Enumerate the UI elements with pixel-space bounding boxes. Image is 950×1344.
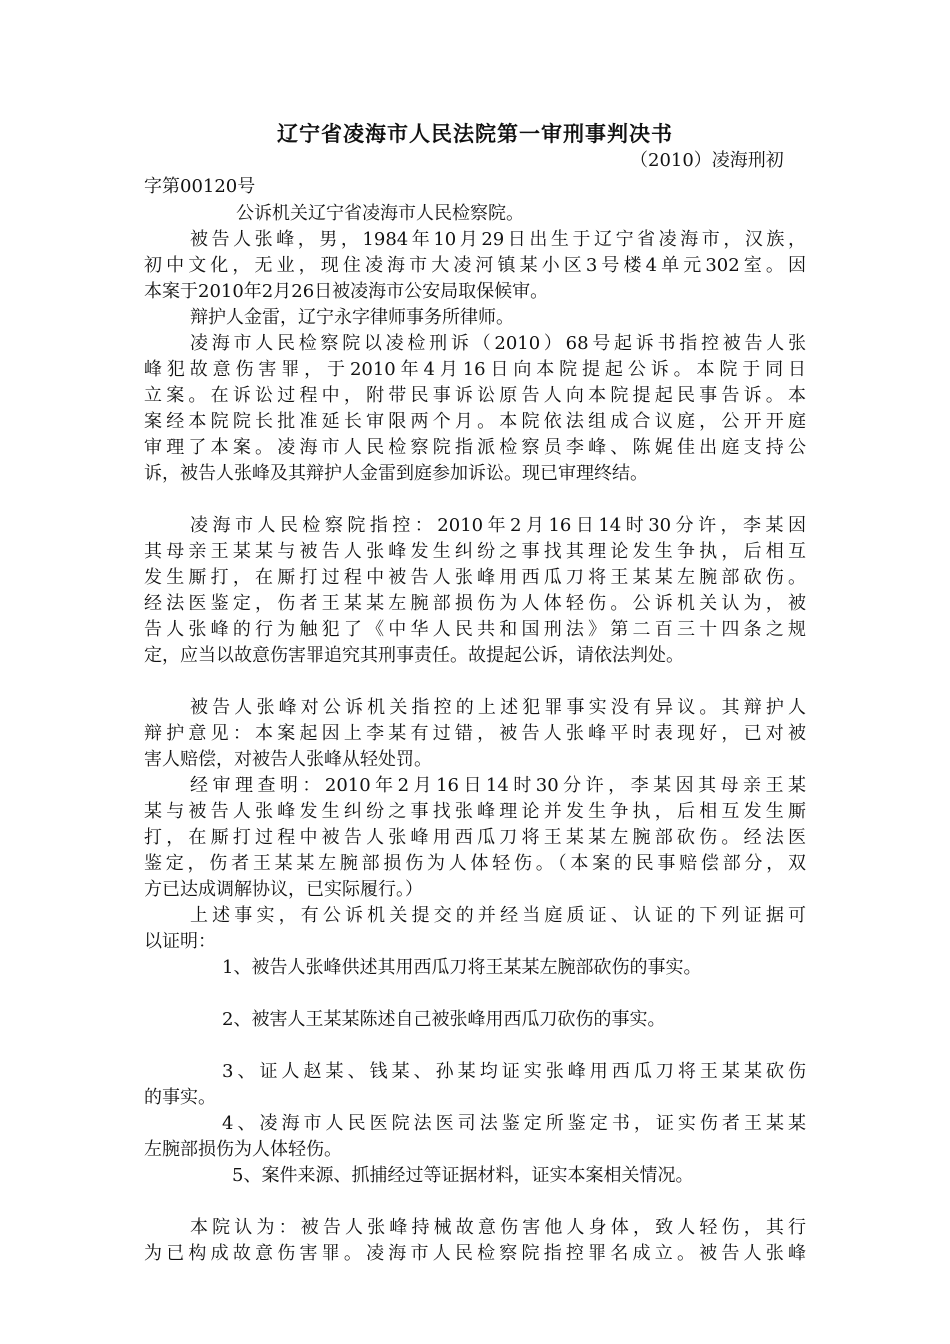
findings-line-2: 某与被告人张峰发生纠纷之事找张峰理论并发生争执，后相互发生厮 — [144, 801, 806, 822]
procedure-line-5: 审理了本案。凌海市人民检察院指派检察员李峰、陈娓佳出庭支持公 — [144, 437, 806, 458]
evidence-item-2: 2、被害人王某某陈述自己被张峰用西瓜刀砍伤的事实。 — [222, 1009, 666, 1030]
case-number-line-2: 字第00120号 — [144, 176, 256, 197]
evidence-item-3-line-2: 的事实。 — [144, 1087, 216, 1108]
procedure-line-6: 诉，被告人张峰及其辩护人金雷到庭参加诉讼。现已审理终结。 — [144, 463, 648, 484]
evidence-intro-line-2: 以证明： — [144, 931, 216, 952]
court-opinion-line-2: 为已构成故意伤害罪。凌海市人民检察院指控罪名成立。被告人张峰 — [144, 1243, 806, 1264]
findings-line-5: 方已达成调解协议，已实际履行。） — [144, 879, 423, 900]
procedure-line-3: 立案。在诉讼过程中，附带民事诉讼原告人向本院提起民事告诉。本 — [144, 385, 806, 406]
charge-line-1: 凌海市人民检察院指控：2010年2月16日14时30分许，李某因 — [190, 515, 806, 536]
evidence-item-4-line-1: 4、凌海市人民医院法医司法鉴定所鉴定书，证实伤者王某某 — [222, 1113, 806, 1134]
charge-line-6: 定，应当以故意伤害罪追究其刑事责任。故提起公诉，请依法判处。 — [144, 645, 684, 666]
findings-line-3: 打，在厮打过程中被告人张峰用西瓜刀将王某某左腕部砍伤。经法医 — [144, 827, 806, 848]
evidence-intro-line-1: 上述事实，有公诉机关提交的并经当庭质证、认证的下列证据可 — [190, 905, 806, 926]
evidence-item-4-line-2: 左腕部损伤为人体轻伤。 — [144, 1139, 342, 1160]
document-title: 辽宁省凌海市人民法院第一审刑事判决书 — [277, 122, 673, 146]
evidence-item-5: 5、案件来源、抓捕经过等证据材料，证实本案相关情况。 — [232, 1165, 694, 1186]
charge-line-4: 经法医鉴定，伤者王某某左腕部损伤为人体轻伤。公诉机关认为，被 — [144, 593, 806, 614]
prosecutor-line: 公诉机关辽宁省凌海市人民检察院。 — [236, 203, 524, 224]
defense-lawyer-line: 辩护人金雷，辽宁永字律师事务所律师。 — [190, 307, 514, 328]
procedure-line-2: 峰犯故意伤害罪，于2010年4月16日向本院提起公诉。本院于同日 — [144, 359, 806, 380]
charge-line-2: 其母亲王某某与被告人张峰发生纠纷之事找其理论发生争执，后相互 — [144, 541, 806, 562]
defense-opinion-line-3: 害人赔偿，对被告人张峰从轻处罚。 — [144, 749, 432, 770]
evidence-item-1: 1、被告人张峰供述其用西瓜刀将王某某左腕部砍伤的事实。 — [222, 957, 702, 978]
procedure-line-1: 凌海市人民检察院以凌检刑诉（2010）68号起诉书指控被告人张 — [190, 333, 806, 354]
defendant-line-3: 本案于2010年2月26日被凌海市公安局取保候审。 — [144, 281, 549, 302]
defense-opinion-line-2: 辩护意见：本案起因上李某有过错，被告人张峰平时表现好，已对被 — [144, 723, 806, 744]
procedure-line-4: 案经本院院长批准延长审限两个月。本院依法组成合议庭，公开开庭 — [144, 411, 806, 432]
court-opinion-line-1: 本院认为：被告人张峰持械故意伤害他人身体，致人轻伤，其行 — [190, 1217, 806, 1238]
findings-line-1: 经审理查明：2010年2月16日14时30分许，李某因其母亲王某 — [190, 775, 806, 796]
defense-opinion-line-1: 被告人张峰对公诉机关指控的上述犯罪事实没有异议。其辩护人 — [190, 697, 806, 718]
defendant-line-1: 被告人张峰，男，1984年10月29日出生于辽宁省凌海市，汉族， — [190, 229, 806, 250]
defendant-line-2: 初中文化，无业，现住凌海市大凌河镇某小区3号楼4单元302室。因 — [144, 255, 806, 276]
charge-line-3: 发生厮打，在厮打过程中被告人张峰用西瓜刀将王某某左腕部砍伤。 — [144, 567, 806, 588]
charge-line-5: 告人张峰的行为触犯了《中华人民共和国刑法》第二百三十四条之规 — [144, 619, 806, 640]
evidence-item-3-line-1: 3、证人赵某、钱某、孙某均证实张峰用西瓜刀将王某某砍伤 — [222, 1061, 806, 1082]
case-number-line-1: （2010）凌海刑初 — [630, 150, 784, 171]
findings-line-4: 鉴定，伤者王某某左腕部损伤为人体轻伤。（本案的民事赔偿部分，双 — [144, 853, 806, 874]
